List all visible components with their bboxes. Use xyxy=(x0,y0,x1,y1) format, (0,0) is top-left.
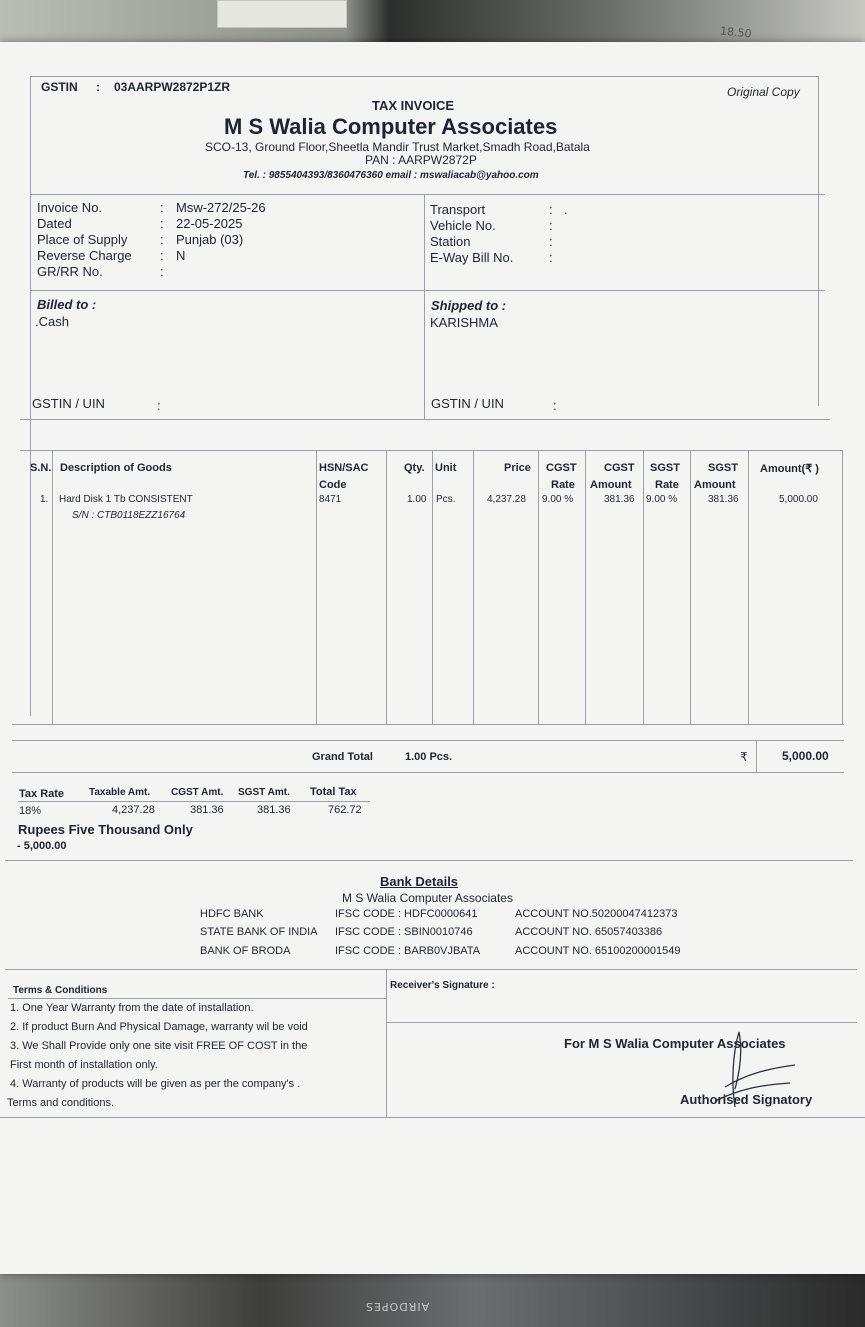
background-note xyxy=(217,0,347,28)
authorised-signatory: Authorised Signatory xyxy=(680,1092,813,1107)
transport-value: . xyxy=(564,202,568,217)
meta-label: Transport xyxy=(430,202,486,217)
shipped-to-label: Shipped to : xyxy=(431,298,507,313)
item-hsn: 8471 xyxy=(319,494,342,505)
grand-total-label: Grand Total xyxy=(312,751,373,763)
col-header-amount: Amount(₹ ) xyxy=(760,463,819,475)
frame-left xyxy=(30,76,31,716)
col-header-sgst-rate-2: Rate xyxy=(655,479,679,491)
col-header-hsn-code: Code xyxy=(319,479,347,491)
amount-figure: - 5,000.00 xyxy=(17,840,67,852)
terms-divider xyxy=(386,969,387,1117)
copy-label: Original Copy xyxy=(727,85,800,99)
grand-total-rule xyxy=(12,772,844,773)
bank-ifsc: IFSC CODE : HDFC0000641 xyxy=(335,908,478,920)
terms-top-rule xyxy=(5,969,857,970)
meta-label: E-Way Bill No. xyxy=(430,250,514,265)
company-contact: Tel. : 9855404393/8360476360 email : mswaliacab@yahoo.com xyxy=(243,170,539,181)
col-rule xyxy=(316,450,317,724)
col-header-cgst-rate-2: Rate xyxy=(551,479,575,491)
col-header-desc: Description of Goods xyxy=(60,462,172,474)
meta-label: Dated xyxy=(37,216,72,231)
bank-name: STATE BANK OF INDIA xyxy=(200,926,318,938)
company-pan: PAN : AARPW2872P xyxy=(365,153,477,167)
sgst-amount-value: 381.36 xyxy=(257,804,291,816)
item-sgst-amount: 381.36 xyxy=(708,494,739,505)
meta-label: Invoice No. xyxy=(37,200,103,215)
col-header-qty: Qty. xyxy=(404,462,425,474)
currency-symbol: ₹ xyxy=(740,750,748,764)
shipped-gstin-colon: : xyxy=(553,398,557,413)
item-price: 4,237.28 xyxy=(487,494,526,505)
gstin-label: GSTIN xyxy=(41,80,78,94)
item-sn: 1. xyxy=(40,494,49,505)
meta-colon: : xyxy=(549,234,553,249)
col-header-sgst-amount: SGST xyxy=(708,462,738,474)
terms-title-rule xyxy=(8,998,386,999)
meta-colon: : xyxy=(160,216,164,231)
billed-gstin-label: GSTIN / UIN xyxy=(32,396,105,411)
shipped-gstin-label: GSTIN / UIN xyxy=(431,396,504,411)
meta-label: Place of Supply xyxy=(37,232,128,247)
company-address: SCO-13, Ground Floor,Sheetla Mandir Trust Market,Smadh Road,Batala xyxy=(205,140,590,154)
background-note-number: 18.50 xyxy=(719,24,753,41)
col-header-sgst-rate: SGST xyxy=(650,462,680,474)
header-divider xyxy=(30,194,825,195)
bank-name: HDFC BANK xyxy=(200,908,264,920)
tax-header: Total Tax xyxy=(310,786,357,798)
bank-account: ACCOUNT NO.50200047412373 xyxy=(515,908,678,920)
taxable-amount-value: 4,237.28 xyxy=(112,804,155,816)
meta-label: GR/RR No. xyxy=(37,264,103,279)
item-sgst-rate: 9.00 % xyxy=(646,494,678,505)
col-rule xyxy=(538,450,539,724)
meta-colon: : xyxy=(160,248,164,263)
doc-title: TAX INVOICE xyxy=(372,98,455,113)
shipped-to-name: KARISHMA xyxy=(430,315,498,330)
col-rule xyxy=(585,450,586,724)
invoice-paper xyxy=(0,42,865,1274)
receiver-signature-label: Receiver's Signature : xyxy=(390,980,495,991)
company-name: M S Walia Computer Associates xyxy=(224,114,558,139)
item-qty: 1.00 xyxy=(407,494,427,505)
col-header-cgst-amount-2: Amount xyxy=(590,479,632,491)
col-header-hsn: HSN/SAC xyxy=(319,462,369,474)
meta-label: Vehicle No. xyxy=(430,218,496,233)
meta-colon: : xyxy=(160,264,164,279)
col-rule xyxy=(748,450,749,724)
bank-name: BANK OF BRODA xyxy=(200,945,291,957)
tax-header: Tax Rate xyxy=(19,788,65,800)
meta-colon: : xyxy=(160,200,164,215)
parties-divider xyxy=(20,419,830,420)
receiver-signature-rule xyxy=(386,1022,857,1023)
meta-colon: : xyxy=(549,218,553,233)
for-company: For M S Walia Computer Associates xyxy=(564,1036,786,1051)
meta-colon: : xyxy=(549,250,553,265)
col-header-sn: S.N. xyxy=(30,462,52,474)
meta-colon: : xyxy=(160,232,164,247)
place-of-supply: Punjab (03) xyxy=(176,232,244,247)
terms-line: 2. If product Burn And Physical Damage, warranty wil be void xyxy=(10,1021,308,1033)
invoice-number: Msw-272/25-26 xyxy=(176,200,266,215)
items-bottom-rule xyxy=(12,724,844,725)
handwritten-signature xyxy=(695,1027,805,1112)
item-amount: 5,000.00 xyxy=(779,494,818,505)
col-rule xyxy=(473,450,474,724)
tax-header: Taxable Amt. xyxy=(89,787,151,798)
tax-header-rule xyxy=(18,801,370,802)
gstin-value: 03AARPW2872P1ZR xyxy=(114,80,231,94)
billed-gstin-colon: : xyxy=(157,398,161,413)
items-bottom-rule-2 xyxy=(12,740,844,741)
item-unit: Pcs. xyxy=(436,494,456,505)
frame-right xyxy=(818,76,819,406)
meta-label: Station xyxy=(430,234,471,249)
background-product-text: AIRDOPES xyxy=(365,1300,430,1313)
bank-title: Bank Details xyxy=(380,874,459,889)
bank-ifsc: IFSC CODE : BARB0VJBATA xyxy=(335,945,481,957)
terms-line: 4. Warranty of products will be given as per the company's . xyxy=(10,1078,301,1090)
bottom-rule xyxy=(0,1117,865,1118)
col-header-price: Price xyxy=(504,462,531,474)
col-header-cgst-rate: CGST xyxy=(546,462,577,474)
bank-ifsc: IFSC CODE : SBIN0010746 xyxy=(335,926,473,938)
col-rule xyxy=(690,450,691,724)
bank-account: ACCOUNT NO. 65057403386 xyxy=(515,926,663,938)
gstin-colon: : xyxy=(96,80,100,94)
invoice-date: 22-05-2025 xyxy=(176,216,243,231)
frame-top xyxy=(30,76,818,77)
col-rule xyxy=(643,450,644,724)
bank-account: ACCOUNT NO. 65100200001549 xyxy=(515,945,681,957)
terms-line: 1. One Year Warranty from the date of installation. xyxy=(10,1002,254,1014)
item-cgst-amount: 381.36 xyxy=(604,494,635,505)
amount-in-words: Rupees Five Thousand Only xyxy=(18,822,193,837)
item-cgst-rate: 9.00 % xyxy=(542,494,574,505)
billed-to-label: Billed to : xyxy=(37,297,97,312)
items-top-rule xyxy=(20,450,842,451)
terms-line: First month of installation only. xyxy=(10,1059,158,1071)
reverse-charge: N xyxy=(176,248,186,263)
grand-total-divider xyxy=(756,740,757,772)
tax-header: SGST Amt. xyxy=(238,787,290,798)
terms-line: 3. We Shall Provide only one site visit FREE OF COST in the xyxy=(10,1040,308,1052)
meta-center-divider xyxy=(424,194,425,419)
terms-line: Terms and conditions. xyxy=(7,1097,114,1109)
col-rule xyxy=(386,450,387,724)
billed-to-name: .Cash xyxy=(35,314,69,329)
col-rule xyxy=(842,450,843,724)
terms-title: Terms & Conditions xyxy=(13,985,108,996)
col-rule xyxy=(52,450,53,724)
bank-top-rule xyxy=(5,860,853,861)
total-tax-value: 762.72 xyxy=(328,804,362,816)
grand-total-amount: 5,000.00 xyxy=(782,749,829,763)
cgst-amount-value: 381.36 xyxy=(190,804,224,816)
meta-colon: : xyxy=(549,202,553,217)
grand-total-qty: 1.00 Pcs. xyxy=(405,751,453,763)
col-rule xyxy=(432,450,433,724)
item-description: Hard Disk 1 Tb CONSISTENT xyxy=(59,494,193,505)
tax-header: CGST Amt. xyxy=(171,787,224,798)
meta-divider xyxy=(30,290,825,291)
col-header-cgst-amount: CGST xyxy=(604,462,635,474)
col-header-sgst-amount-2: Amount xyxy=(694,479,736,491)
col-header-unit: Unit xyxy=(435,462,457,474)
tax-rate-value: 18% xyxy=(19,805,42,817)
bank-account-name: M S Walia Computer Associates xyxy=(342,891,513,905)
item-serial: S/N : CTB0118EZZ16764 xyxy=(72,510,186,521)
meta-label: Reverse Charge xyxy=(37,248,132,263)
